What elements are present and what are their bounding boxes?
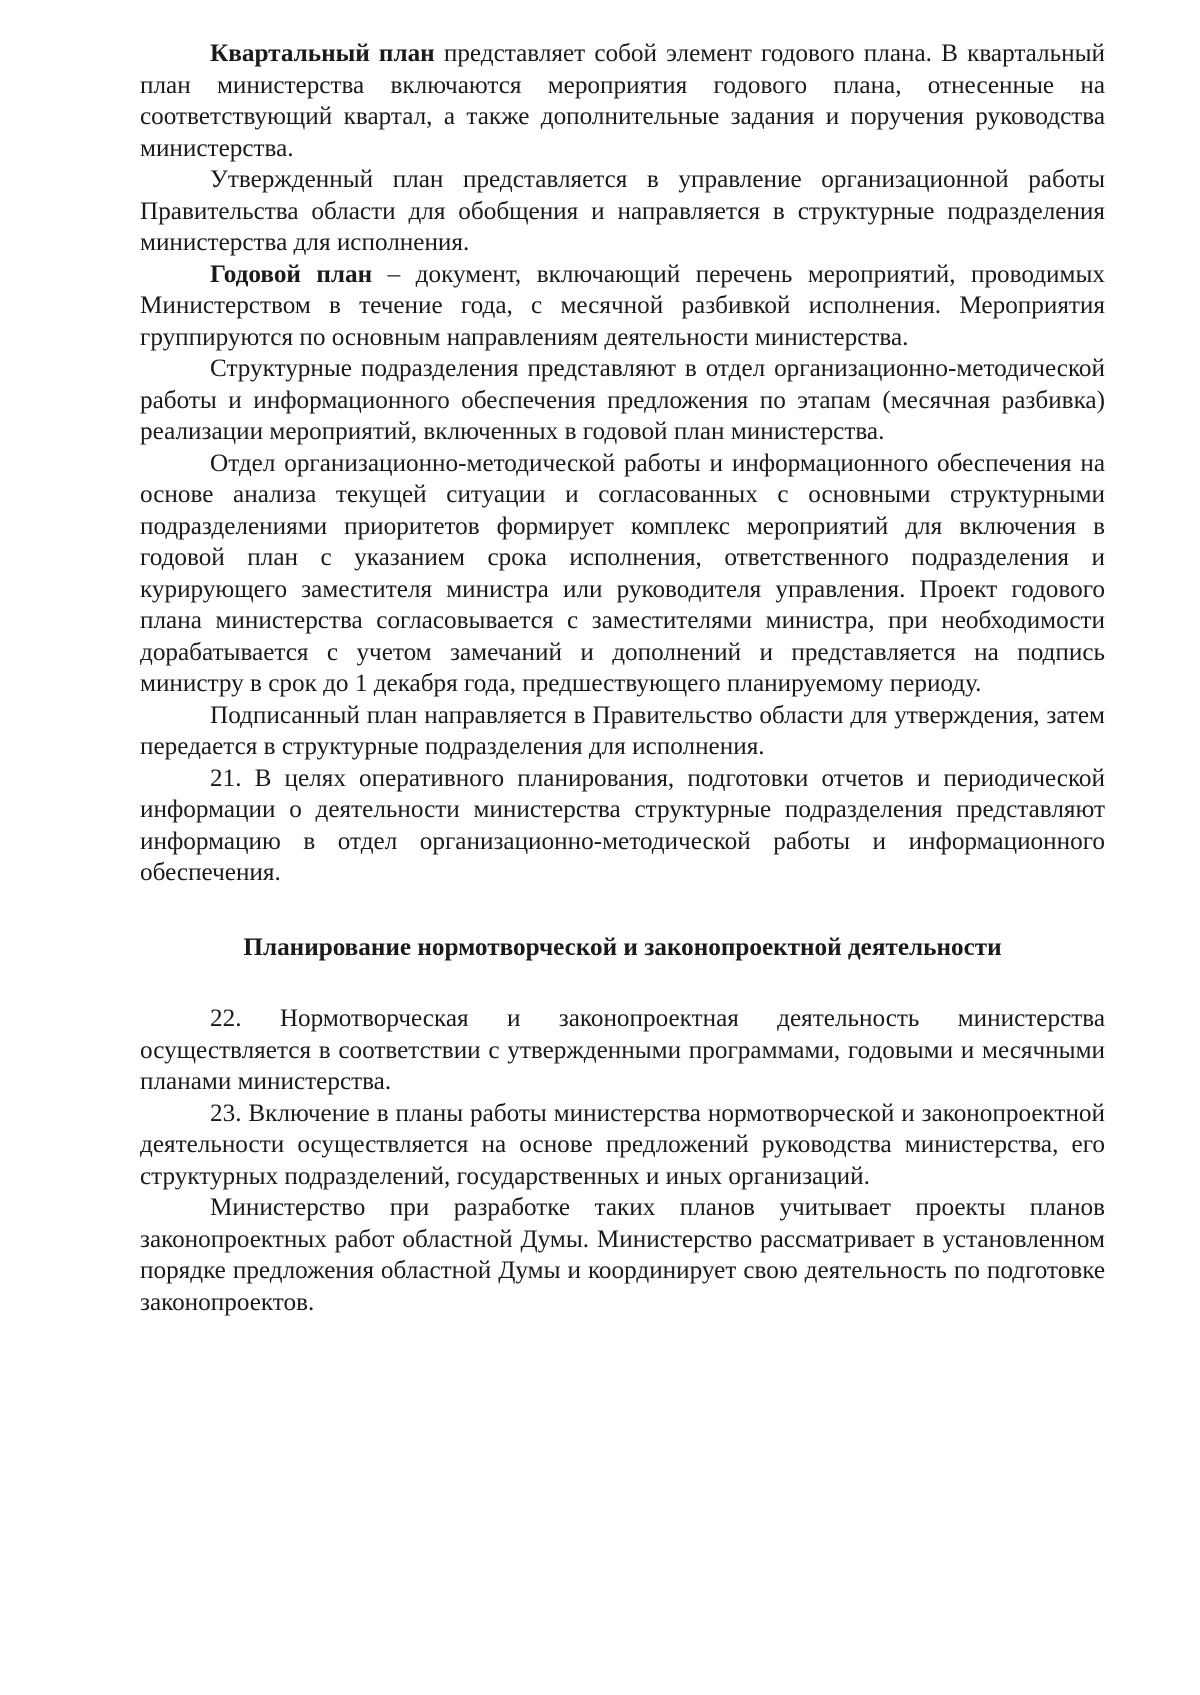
paragraph-quarterly-plan <box>140 38 1105 164</box>
paragraph-text: 23. Включение в планы работы министерства нормотворческой и законопроектной деятельности осуществляется на основе предложений руководства министерства, его структурных подразделений, государственных и иных организаций. <box>140 1099 1105 1190</box>
paragraph-ministry-duma <box>140 1192 1105 1318</box>
document-page <box>140 38 1105 1318</box>
section-heading: Планирование нормотворческой и законопроектной деятельности <box>243 933 1002 961</box>
paragraph-text: представляет собой элемент годового плана. В квартальный план министерства включаются мероприятия годового плана, отнесенные на соответствующий квартал, а также дополнительные задания и поручения руководства министерства. <box>140 40 1105 162</box>
paragraph-structural-units <box>140 353 1105 448</box>
paragraph-text: Структурные подразделения представляют в отдел организационно-методической работы и информационного обеспечения предложения по этапам (месячная разбивка) реализации мероприятий, включенных в годовой план министерства. <box>140 355 1105 445</box>
paragraph-text: Министерство при разработке таких планов учитывает проекты планов законопроектных работ областной Думы. Министерство рассматривает в установленном порядке предложения областной Думы и координирует свою деятельность по подготовке законопроектов. <box>140 1194 1105 1316</box>
paragraph-text: Подписанный план направляется в Правительство области для утверждения, затем передается в структурные подразделения для исполнения. <box>140 701 1105 760</box>
paragraph-item-23 <box>140 1098 1105 1193</box>
paragraph-item-21 <box>140 763 1105 889</box>
paragraph-text: Отдел организационно-методической работы и информационного обеспечения на основе анализа текущей ситуации и согласованных с основными структурными подразделениями приоритетов формирует комплекс мероприятий для включения в годовой план с указанием срока исполнения, ответственного подразделения и курирующего заместителя министра или руководителя управления. Проект годового плана министерства согласовывается с заместителями министра, при необходимости дорабатывается с учетом замечаний и дополнений и представляется на подпись министру в срок до 1 декабря года, предшествующего планируемому периоду. <box>140 449 1105 697</box>
term-quarterly-plan: Квартальный план <box>210 40 435 67</box>
paragraph-text: – документ, включающий перечень мероприятий, проводимых Министерством в течение года, с месячной разбивкой исполнения. Мероприятия группируются по основным направлениям деятельности министерства. <box>140 260 1105 351</box>
paragraph-annual-plan <box>140 259 1105 354</box>
paragraph-text: 22. Нормотворческая и законопроектная деятельность министерства осуществляется в соответствии с утвержденными программами, годовыми и месячными планами министерства. <box>140 1005 1105 1095</box>
paragraph-department <box>140 448 1105 700</box>
paragraph-item-22 <box>140 1003 1105 1098</box>
paragraph-text: 21. В целях оперативного планирования, подготовки отчетов и периодической информации о деятельности министерства структурные подразделения представляют информацию в отдел организационно-методической работы и информационного обеспечения. <box>140 764 1105 886</box>
term-annual-plan: Годовой план <box>210 260 373 288</box>
paragraph-signed-plan <box>140 700 1105 763</box>
paragraph-approved-plan <box>140 164 1105 259</box>
paragraph-text: Утвержденный план представляется в управление организационной работы Правительства области для обобщения и направляется в структурные подразделения министерства для исполнения. <box>140 166 1105 256</box>
